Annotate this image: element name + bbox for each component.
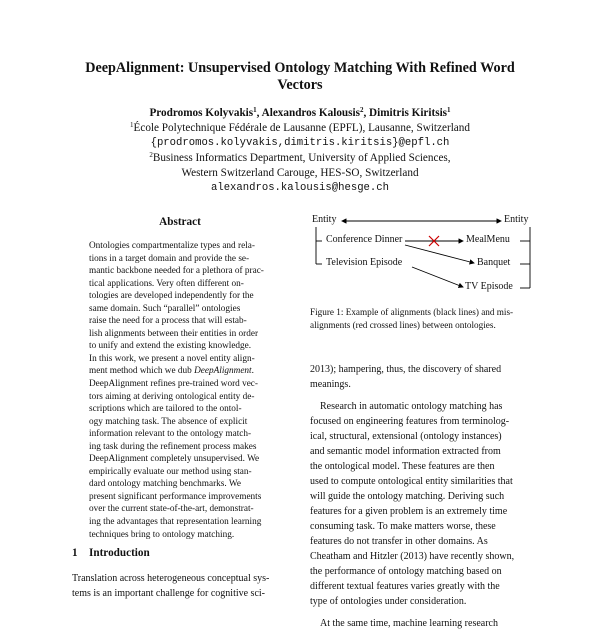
abstract-line: to unify and extend the existing knowledge.: [89, 341, 252, 352]
body-line: will guide the ontology matching. Deriving such: [310, 491, 505, 502]
abstract-line: tologies are developed independently for the: [89, 291, 254, 302]
body-line: focused on engineering features from terminolog-: [310, 416, 510, 427]
email-2: alexandros.kalousis@hesge.ch: [210, 182, 389, 194]
affiliation-2-mark: 2: [149, 151, 153, 159]
figure-1: [308, 210, 538, 306]
body-line: meanings.: [310, 379, 351, 390]
label-television-episode: Television Episode: [326, 257, 403, 268]
affiliation-2: [40, 151, 560, 166]
abstract-line: techniques bring to ontology matching.: [89, 529, 235, 540]
section-number: 1: [72, 547, 78, 559]
abstract-line: present significant performance improvements: [89, 491, 262, 502]
paragraph-gap: [310, 609, 532, 616]
section-heading: [72, 547, 150, 559]
body-line: used to compute ontological entity similarities that: [310, 476, 513, 487]
author-block: [40, 106, 560, 196]
alignment-arrow-tv-episode: [412, 267, 463, 287]
body-line: tems is an important challenge for cognitive sci-: [72, 588, 265, 599]
figure-1-caption: [310, 306, 534, 331]
caption-line: Figure 1: Example of alignments (black lines) and mis-: [310, 307, 514, 317]
abstract-line: DeepAlignment completely unsupervised. We: [89, 454, 260, 465]
abstract-line: ogy matching task. The absence of explicit: [89, 416, 248, 427]
body-line: consuming task. To make matters worse, these: [310, 521, 496, 532]
body-line: 2013); hampering, thus, the discovery of shared: [310, 364, 502, 375]
body-line: Translation across heterogeneous conceptual sys-: [72, 573, 270, 584]
alignment-arrow-banquet: [405, 245, 474, 263]
abstract-line: over the current state-of-the-art, demonstrat-: [89, 504, 254, 515]
body-line: the performance of ontology matching based on: [310, 566, 502, 577]
body-line: Research in automatic ontology matching has: [320, 401, 503, 412]
label-banquet: Banquet: [477, 257, 511, 268]
abstract-line: ment method which we dub DeepAlignment.: [89, 366, 254, 377]
section-title: Introduction: [89, 547, 150, 559]
abstract-body: [89, 240, 277, 541]
body-line: type of ontologies under consideration.: [310, 596, 467, 607]
body-line: different textual features varies greatly with the: [310, 581, 500, 592]
abstract-line: DeepAlignment refines pre-trained word vec-: [89, 379, 258, 390]
abstract-line: empirically evaluate our method using stan-: [89, 466, 252, 477]
affiliation-1-mark: 1: [130, 121, 134, 129]
body-line: the ontological model. These features are then: [310, 461, 495, 472]
affiliation-1-text: École Polytechnique Fédérale de Lausanne (EPFL), Lausanne, Switzerland: [133, 122, 470, 134]
abstract-line: Ontologies compartmentalize types and rela-: [89, 241, 255, 251]
author-names: Prodromos Kolyvakis$^1$, Alexandros Kalousis$^2$, Dimitris Kiritsis$^1$: [149, 106, 451, 119]
caption-line: alignments (red crossed lines) between ontologies.: [310, 319, 496, 330]
label-entity-right: Entity: [504, 214, 529, 225]
abstract-line: lish alignments between their entities in order: [89, 328, 259, 339]
affiliation-2-line-2: Western Switzerland Carouge, HES-SO, Switzerland: [181, 167, 419, 179]
intro-right-column: [310, 362, 532, 631]
body-line: and semantic model information extracted from: [310, 446, 501, 457]
body-line: At the same time, machine learning research: [320, 618, 498, 629]
body-line: features do not transfer in other domains. As: [310, 536, 488, 547]
abstract-line: In this work, we present a novel entity align-: [89, 353, 255, 364]
abstract-line: dard ontology matching benchmarks. We: [89, 479, 241, 490]
author-2: Alexandros Kalousis: [261, 107, 360, 119]
abstract-line: raise the need for a process that will estab-: [89, 316, 247, 327]
label-entity-left: Entity: [312, 214, 337, 225]
title-line-1: DeepAlignment: Unsupervised Ontology Matching With Refined Word: [85, 60, 515, 76]
abstract-line: tical applications. Very often different on-: [89, 278, 244, 289]
body-line: ical, structural, extensional (ontology instances): [310, 431, 502, 442]
abstract-line: tions in a target domain and provide the se-: [89, 253, 250, 264]
abstract-line: mantic backbone needed for a plethora of prac-: [89, 266, 264, 277]
abstract-heading: Abstract: [159, 216, 201, 228]
label-mealmenu: MealMenu: [466, 234, 510, 245]
author-3: Dimitris Kiritsis: [369, 107, 448, 119]
abstract-line: ing task during the refinement process makes: [89, 441, 257, 452]
email-1: {prodromos.kolyvakis,dimitris.kiritsis}@epfl.ch: [150, 137, 450, 149]
author-1: Prodromos Kolyvakis: [149, 107, 254, 119]
paper-title: [60, 60, 540, 94]
title-line-2: Vectors: [277, 77, 323, 93]
author-1-affil-mark: 1: [253, 106, 257, 114]
body-line: features for a given problem is an extremely time: [310, 506, 508, 517]
author-2-affil-mark: 2: [359, 106, 364, 114]
label-tv-episode: TV Episode: [465, 281, 513, 292]
affiliation-1: [40, 121, 560, 136]
paragraph-gap: [310, 392, 532, 399]
abstract-line: same domain. Such “parallel” ontologies: [89, 303, 241, 314]
abstract-line: ing the advantages that representation learning: [89, 517, 262, 528]
body-line: Cheatham and Hitzler (2013) have recently shown,: [310, 551, 515, 562]
intro-left-column: [72, 571, 296, 601]
author-3-affil-mark: 1: [447, 106, 451, 114]
abstract-line: information relevant to the ontology match-: [89, 429, 252, 440]
abstract-line: scriptions which are tailored to the ontol-: [89, 404, 242, 415]
abstract-line: tors aiming at deriving ontological entity de-: [89, 391, 255, 402]
label-conference-dinner: Conference Dinner: [326, 234, 403, 245]
affiliation-2-text-line-1: Business Informatics Department, University of Applied Sciences,: [152, 152, 451, 164]
